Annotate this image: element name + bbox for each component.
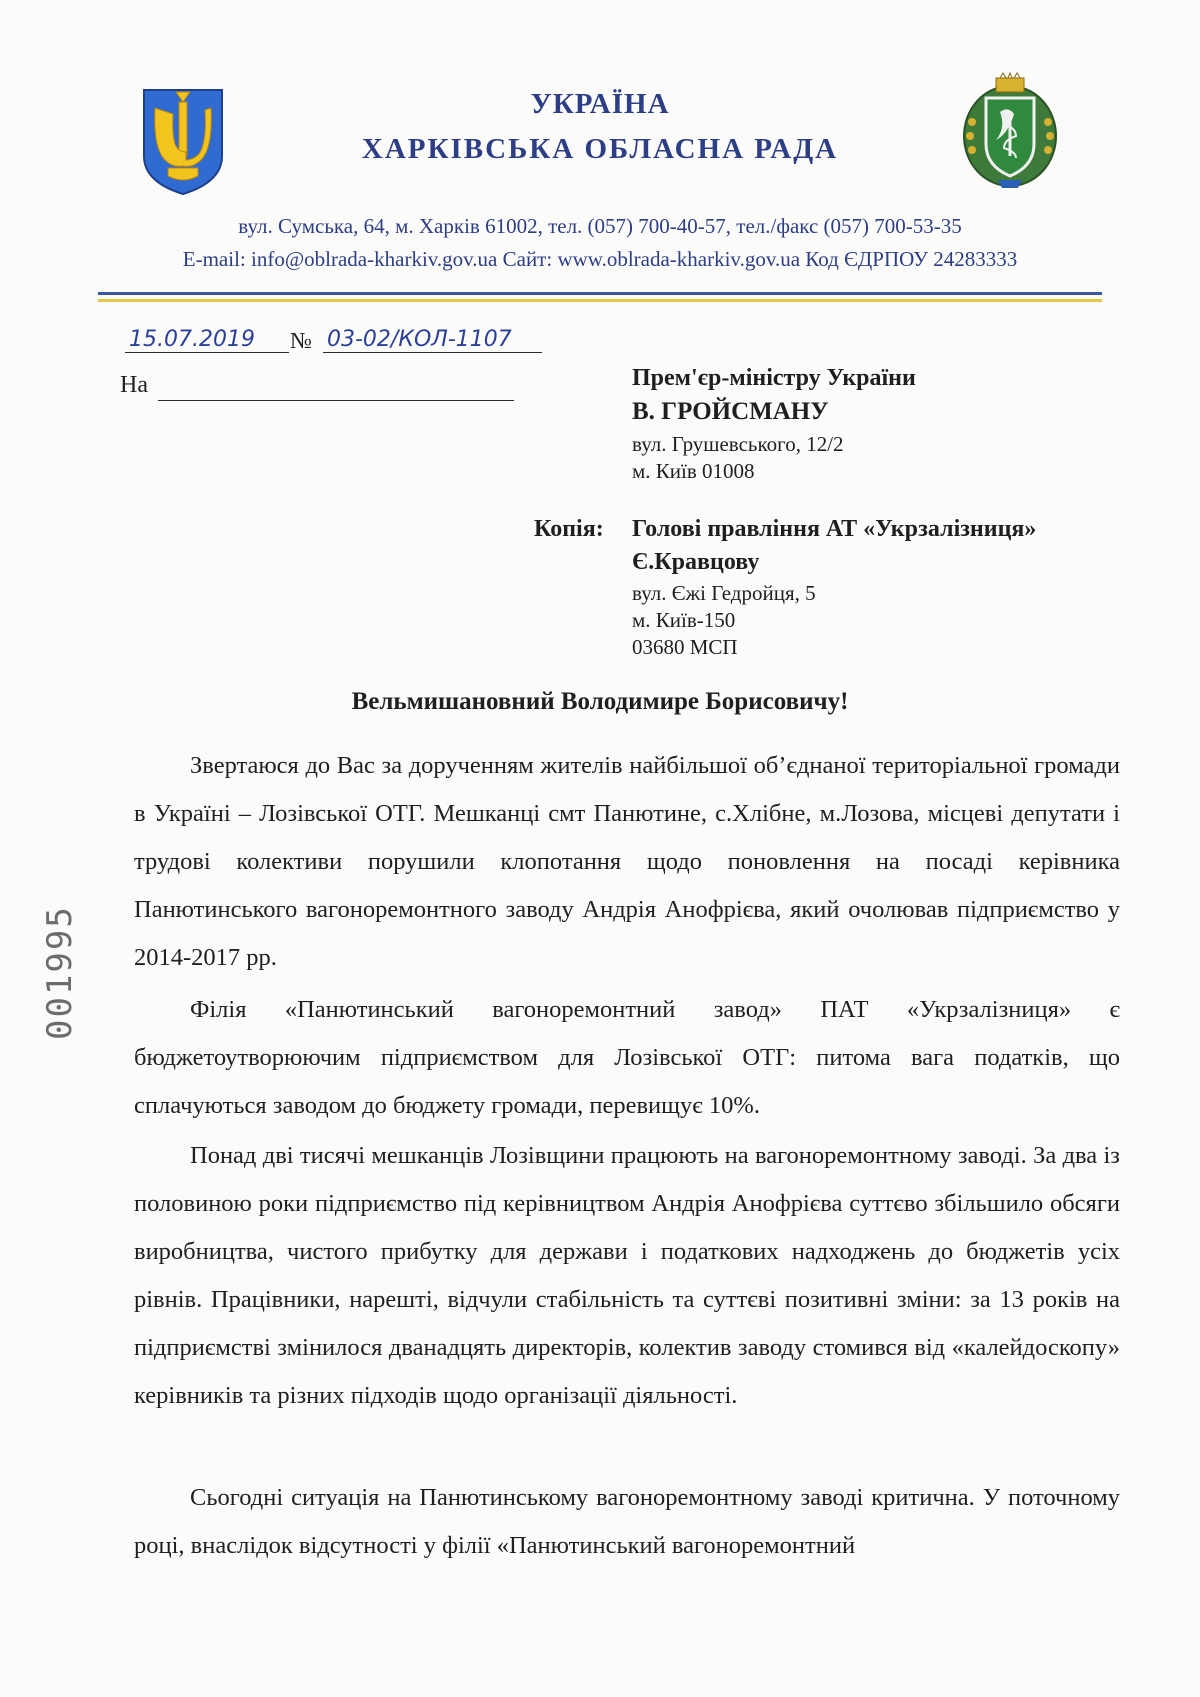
- copy-street: вул. Єжі Гедройця, 5: [632, 581, 816, 605]
- paragraph-4: Сьогодні ситуація на Панютинському вагоноремонтному заводі критична. У поточному році, внаслідок відсутності у філії «Панютинський вагоноремонтний: [134, 1484, 1120, 1559]
- paragraph-2: Філія «Панютинський вагоноремонтний завод» ПАТ «Укрзалізниця» є бюджетоутворюючим підприємством для Лозівської ОТГ: питома вага податків, що сплачуються заводом до бюджету громади, перевищує 10%.: [134, 996, 1120, 1119]
- letter-body-4: [134, 1474, 1120, 1570]
- copy-label: Копія:: [534, 516, 604, 542]
- header-divider-yellow: [98, 299, 1102, 302]
- contacts-web: E-mail: info@oblrada-kharkiv.gov.ua Сайт: www.oblrada-kharkiv.gov.ua Код ЄДРПОУ 24283333: [182, 247, 1018, 271]
- na-label: На: [120, 372, 148, 398]
- contacts-address: вул. Сумська, 64, м. Харків 61002, тел. (057) 700-40-57, тел./факс (057) 700-53-35: [238, 214, 962, 238]
- council-title: ХАРКІВСЬКА ОБЛАСНА РАДА: [361, 133, 839, 165]
- letter-body-3: [134, 1132, 1120, 1420]
- copy-position: Голові правління АТ «Укрзалізниця»: [632, 516, 1037, 542]
- header-divider-blue: [98, 292, 1102, 295]
- copy-city: м. Київ-150: [632, 608, 736, 632]
- copy-name: Є.Кравцову: [632, 549, 760, 575]
- trident-coat-of-arms-icon: [140, 86, 226, 198]
- addressee-position: Прем'єр-міністру України: [632, 365, 916, 391]
- paragraph-1: Звертаюся до Вас за дорученням жителів найбільшої об’єднаної територіальної громади в Україні – Лозівської ОТГ. Мешканці смт Панютине, с.Хлібне, м.Лозова, місцеві депутати і трудові колективи порушили клопотання щодо поновлення на посаді керівника Панютинського вагоноремонтного заводу Андрія Анофрієва, який очолював підприємство у 2014-2017 рр.: [134, 752, 1120, 971]
- country-title: УКРАЇНА: [530, 88, 670, 120]
- na-blank-line: [158, 400, 514, 401]
- reference-number: 03-02/КОЛ-1107: [323, 327, 542, 353]
- letter-body-2: [134, 986, 1120, 1130]
- number-sign: №: [290, 328, 312, 353]
- kharkiv-oblast-coat-of-arms-icon: [960, 72, 1060, 194]
- letter-body: [134, 742, 1120, 982]
- reference-line: [120, 327, 540, 363]
- registration-stamp-number: 001995: [40, 905, 80, 1040]
- greeting: Вельмишановний Володимире Борисовичу!: [351, 688, 849, 715]
- reference-date: 15.07.2019: [125, 327, 289, 353]
- addressee-street: вул. Грушевського, 12/2: [632, 432, 844, 456]
- addressee-name: В. ГРОЙСМАНУ: [632, 398, 829, 425]
- paragraph-3: Понад дві тисячі мешканців Лозівщини працюють на вагоноремонтному заводі. За два із половиною роки підприємство під керівництвом Андрія Анофрієва суттєво збільшило обсяги виробництва, чистого прибутку для держави і податкових надходжень до бюджетів усіх рівнів. Працівники, нарешті, відчули стабільність та суттєві позитивні зміни: за 13 років на підприємстві змінилося дванадцять директорів, колектив заводу стомився від «калейдоскопу» керівників та різних підходів щодо організації діяльності.: [134, 1142, 1120, 1409]
- copy-postal: 03680 МСП: [632, 635, 738, 659]
- addressee-city: м. Київ 01008: [632, 459, 755, 483]
